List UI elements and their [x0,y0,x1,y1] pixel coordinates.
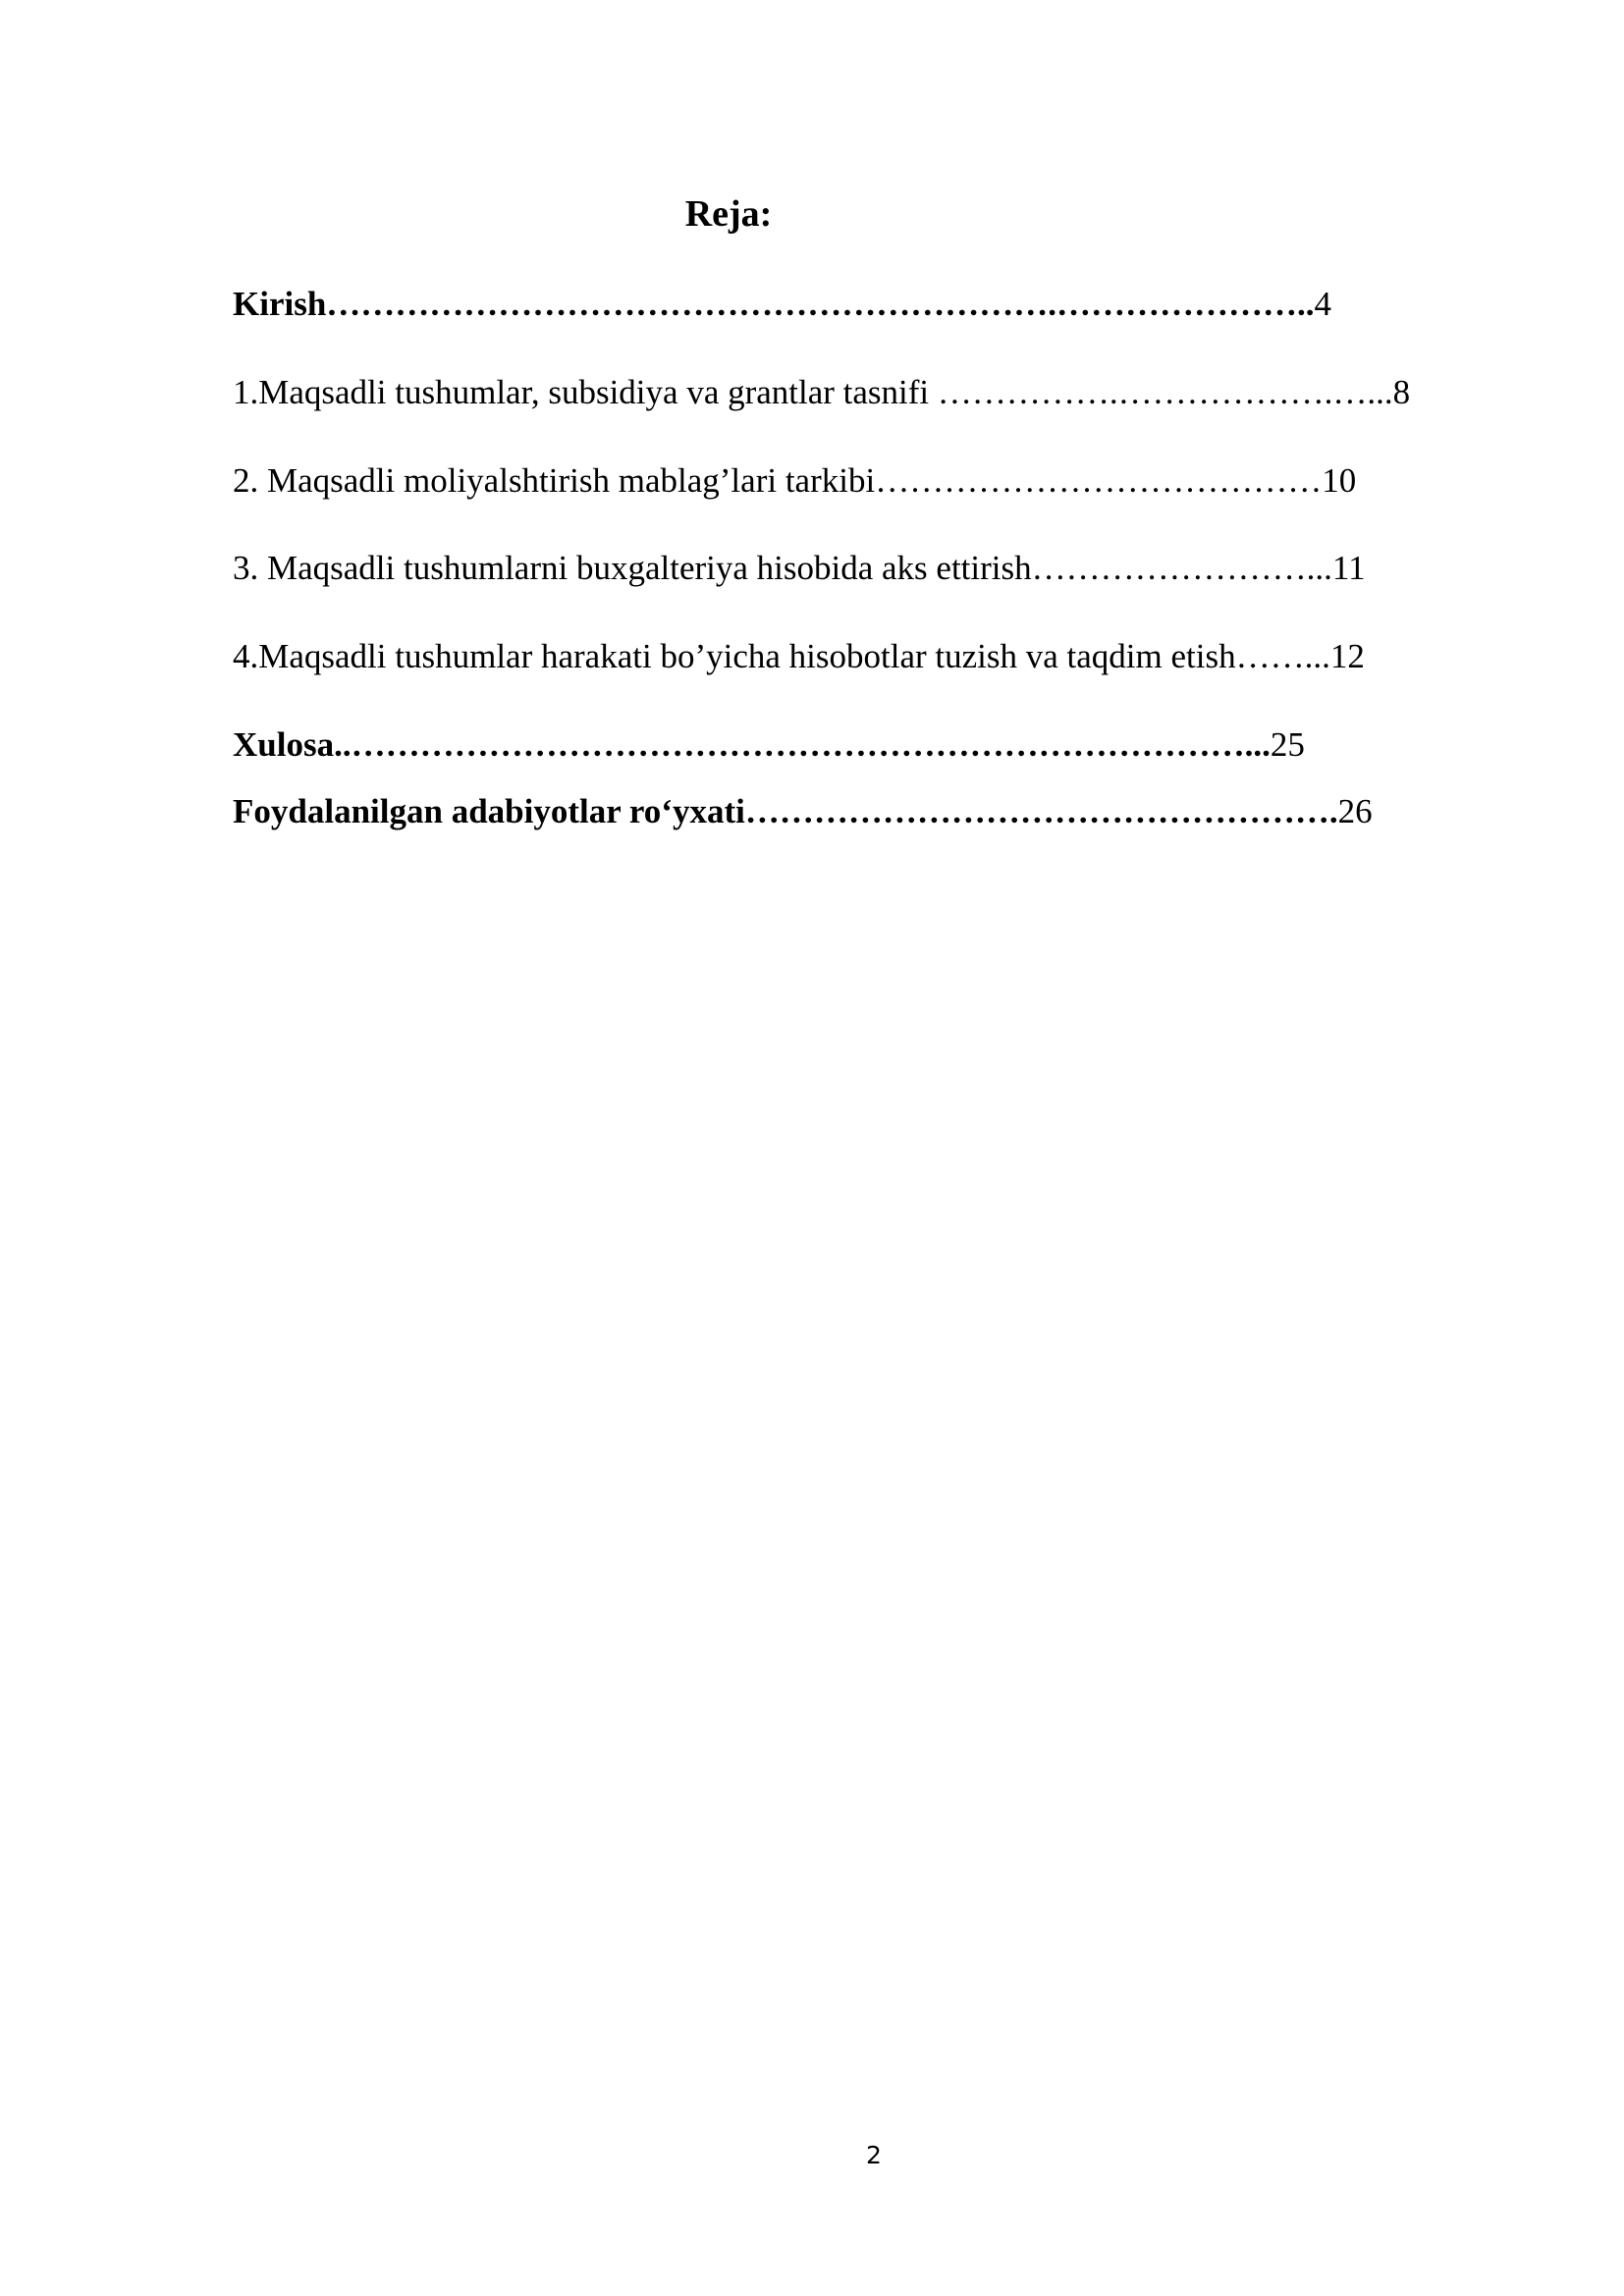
toc-label: 2. Maqsadli moliyalshtirish mablag’lari tarkibi [233,461,876,500]
toc-leader: ……... [1235,637,1330,675]
toc-leader: ..……………………………………………………………………... [334,725,1271,764]
page-title: Reja: [684,193,773,235]
toc-item-adabiyotlar [233,789,1373,834]
toc-item-xulosa [233,722,1305,768]
toc-item-section-1 [233,370,1410,415]
toc-page-number: 12 [1329,637,1365,675]
toc-page-number: 25 [1270,725,1305,764]
toc-leader: ……………………………………………. [744,792,1338,830]
toc-item-section-3 [233,546,1366,591]
toc-label: Xulosa [233,725,335,764]
toc-label: Kirish [233,285,327,323]
toc-label: 4.Maqsadli tushumlar harakati bo’yicha hisobotlar tuzish va taqdim etish [233,637,1236,675]
toc-page-number: 26 [1337,792,1373,830]
toc-label: Foydalanilgan adabiyotlar ro‘yxati [233,792,745,830]
toc-label: 3. Maqsadli tushumlarni buxgalteriya hisobida aks ettirish [233,549,1032,587]
page-number: 2 [866,2141,882,2169]
toc-page-number: 4 [1314,285,1332,323]
toc-item-section-2 [233,458,1356,504]
toc-page-number: 11 [1331,549,1366,587]
toc-leader: ……………………………………………………….………………….. [326,285,1315,323]
table-of-contents [0,0,1624,982]
toc-item-section-4 [233,634,1365,679]
toc-page-number: 10 [1322,461,1357,500]
toc-label: 1.Maqsadli tushumlar, subsidiya va grantlar tasnifi [233,373,930,411]
toc-leader: …………….……………….…... [929,373,1393,411]
toc-leader: ……………………... [1031,549,1332,587]
toc-leader: ………………………………… [875,461,1323,500]
toc-page-number: 8 [1392,373,1411,411]
toc-item-kirish [233,282,1331,327]
